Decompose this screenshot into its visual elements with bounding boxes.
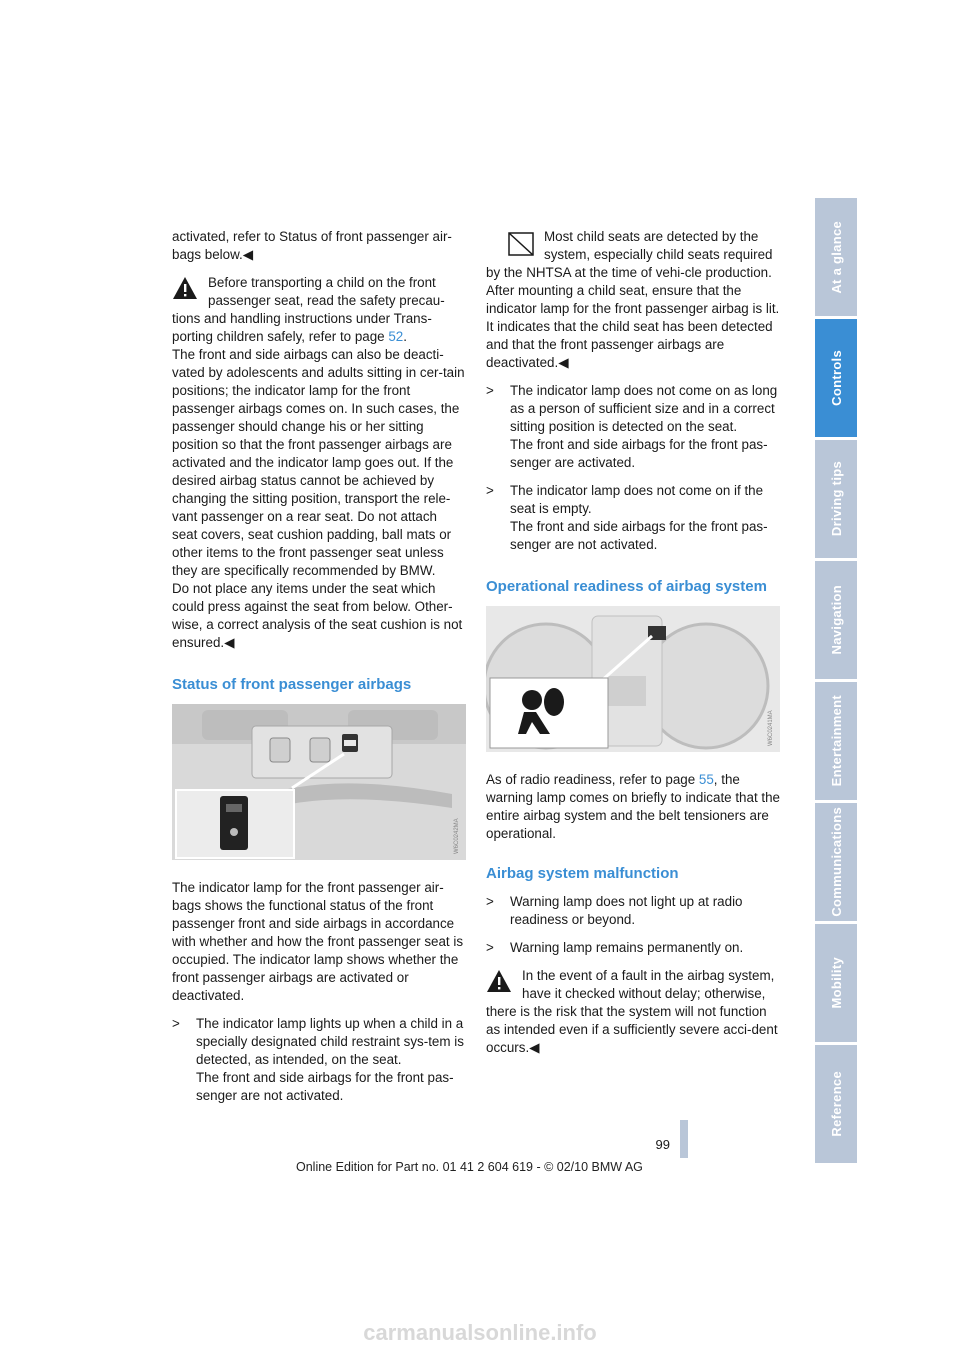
list-item: > The indicator lamp lights up when a child in a specially designated child restraint sys-tem is detected, as intended, on the seat. The front and side airbags for the front pas-senger are not activated. — [172, 1016, 464, 1103]
warning-triangle-icon — [486, 969, 512, 993]
warning-text: Before transporting a child on the front passenger seat, read the safety precau-tions and handling instructions under Trans-porting children safely, refer to page — [172, 275, 445, 344]
section-heading: Operational readiness of airbag system — [486, 578, 767, 595]
tab-communications[interactable]: Communications — [815, 803, 857, 921]
warning-triangle-icon — [172, 276, 198, 300]
warning-block: Before transporting a child on the front passenger seat, read the safety precau-tions and handling instructions under Trans-porting children safely, refer to page 52. The front and side airbags can also be deacti-vated by adolescents and adults sitting in cer-tain positions; the indicator lamp for the front passenger airbags comes on. In such cases, the passenger should change his or her sitting position so that the front passenger airbags are activated and the indicator lamp goes out. If the desired airbag status cannot be achieved by changing the sitting position, transport the rele-vant passenger on a rear seat. Do not attach seat covers, seat cushion padding, ball mats or other items to the front passenger seat unless they are specifically recommended by BMW. Do not place any items under the seat which could press against the seat from below. Other-wise, a correct analysis of the seat cushion is not ensured.◀ — [172, 275, 465, 650]
chapter-tabs — [815, 198, 857, 1166]
warning-block — [486, 967, 780, 1057]
list-item: > Warning lamp does not light up at radio readiness or beyond. — [486, 894, 743, 927]
list-item: > Warning lamp remains permanently on. — [486, 940, 744, 955]
page-link-52[interactable]: 52 — [388, 329, 404, 344]
page-link-55[interactable]: 55 — [698, 772, 714, 787]
figure-overhead-console — [172, 704, 466, 865]
instrument-cluster-illustration — [486, 606, 780, 752]
tab-reference[interactable]: Reference — [815, 1045, 857, 1163]
page-number: 99 — [655, 1137, 670, 1152]
warning-text: In the event of a fault in the airbag system, have it checked without delay; otherwise, there is the risk that the system will not function as intended even if a sufficiently severe acci-dent occurs.◀ — [486, 968, 778, 1055]
watermark: carmanualsonline.info — [363, 1320, 597, 1345]
figure-instrument-cluster — [486, 606, 780, 757]
tab-driving-tips[interactable]: Driving tips — [815, 440, 857, 558]
tab-mobility[interactable]: Mobility — [815, 924, 857, 1042]
note-block — [486, 228, 780, 372]
list-item: > The indicator lamp does not come on if the seat is empty. The front and side airbags for the front pas-senger are not activated. — [486, 483, 768, 552]
tab-controls[interactable]: Controls — [815, 319, 857, 437]
warning-continuation-2: Do not place any items under the seat which could press against the seat from below. Other-wise, a correct analysis of the seat cushion is not ensured.◀ — [172, 581, 463, 650]
overhead-console-illustration — [172, 704, 466, 860]
tab-navigation[interactable]: Navigation — [815, 561, 857, 679]
figure-code: W6C0241MA — [768, 710, 774, 746]
tab-entertainment[interactable]: Entertainment — [815, 682, 857, 800]
subsection-heading: Airbag system malfunction — [486, 865, 679, 882]
left-column — [172, 228, 466, 1115]
right-column — [486, 228, 780, 1067]
readiness-paragraph: As of radio readiness, refer to page 55, the warning lamp comes on briefly to indicate that the entire airbag system and the belt tensioners are operational. — [486, 772, 781, 841]
intro-paragraph: activated, refer to Status of front passenger air-bags below.◀ — [172, 229, 452, 262]
list-item: > The indicator lamp does not come on as long as a person of sufficient size and in a correct sitting position is detected on the seat. The front and side airbags for the front pas-senger are activated. — [486, 383, 778, 470]
footer-bar — [680, 1120, 688, 1158]
warning-continuation: The front and side airbags can also be deacti-vated by adolescents and adults sitting in cer-tain positions; the indicator lamp for the front passenger airbags comes on. In such cases, the passenger should change his or her sitting position so that the front passenger airbags are activated and the indicator lamp goes out. If the desired airbag status cannot be achieved by changing the sitting position, transport the rele-vant passenger on a rear seat. Do not attach seat covers, seat cushion padding, ball mats or other items to the front passenger seat unless they are specifically recommended by BMW. — [172, 347, 465, 578]
note-text: Most child seats are detected by the system, especially child seats required by the NHTSA at the time of vehi-cle production. After mounting a child seat, ensure that the indicator lamp for the front passenger airbag is lit. It indicates that the child seat has been detected and that the front passenger airbags are deactivated.◀ — [486, 229, 780, 370]
section-heading: Status of front passenger airbags — [172, 676, 412, 693]
figure-code: W6C0242MA — [454, 818, 460, 854]
body-paragraph: The indicator lamp for the front passenger air-bags shows the functional status of the front passenger front and side airbags in accordance with whether and how the front passenger seat is occupied. The indicator lamp shows whether the front passenger airbags are activated or deactivated. — [172, 880, 464, 1003]
tab-at-a-glance[interactable]: At a glance — [815, 198, 857, 316]
footer-text: Online Edition for Part no. 01 41 2 604 619 - © 02/10 BMW AG — [296, 1160, 643, 1174]
note-hand-icon — [508, 232, 534, 256]
